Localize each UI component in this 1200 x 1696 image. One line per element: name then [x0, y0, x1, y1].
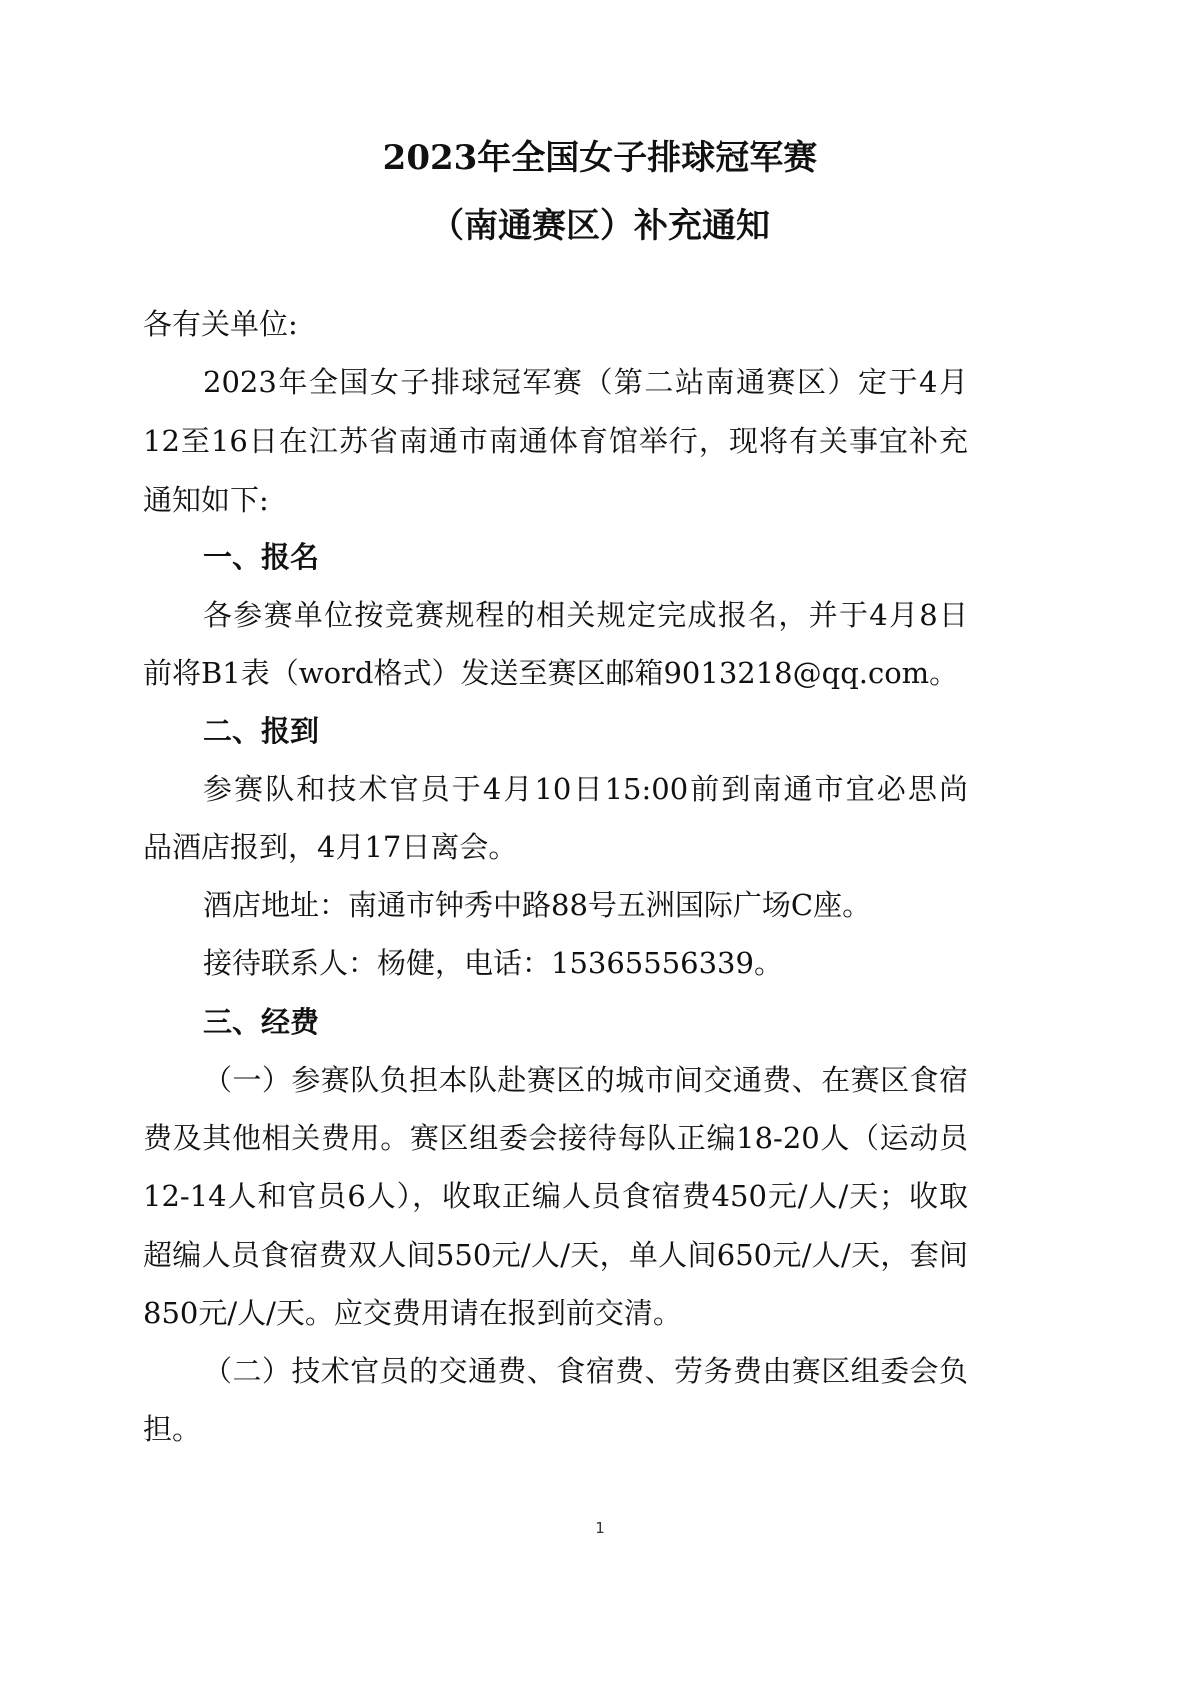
- expenses-item-2-line-2: 担。: [143, 1412, 202, 1446]
- expenses-item-1-line-3: 12-14人和官员6人），收取正编人员食宿费450元/人/天；收取: [143, 1179, 968, 1213]
- expenses-item-1-line-2: 费及其他相关费用。赛区组委会接待每队正编18-20人（运动员: [143, 1121, 968, 1155]
- intro-line-3: 通知如下:: [143, 483, 269, 517]
- document-title-line-2: （南通赛区）补充通知: [430, 206, 770, 246]
- expenses-item-1-line-1: （一）参赛队负担本队赴赛区的城市间交通费、在赛区食宿: [203, 1063, 968, 1097]
- document-title-line-1: 2023年全国女子排球冠军赛: [382, 138, 818, 178]
- check-in-line-2: 品酒店报到，4月17日离会。: [143, 830, 518, 864]
- hotel-address: 酒店地址：南通市钟秀中路88号五洲国际广场C座。: [203, 888, 872, 922]
- expenses-item-1-line-4: 超编人员食宿费双人间550元/人/天，单人间650元/人/天，套间: [143, 1238, 968, 1272]
- reception-contact: 接待联系人：杨健，电话：15365556339。: [203, 946, 783, 980]
- registration-line-1: 各参赛单位按竞赛规程的相关规定完成报名，并于4月8日: [203, 598, 968, 632]
- section-heading-registration: 一、报名: [203, 540, 320, 574]
- expenses-item-2-line-1: （二）技术官员的交通费、食宿费、劳务费由赛区组委会负: [203, 1354, 968, 1388]
- salutation: 各有关单位:: [143, 307, 298, 341]
- registration-line-2: 前将B1表（word格式）发送至赛区邮箱9013218@qq.com。: [143, 656, 959, 690]
- expenses-item-1-line-5: 850元/人/天。应交费用请在报到前交清。: [143, 1296, 682, 1330]
- check-in-line-1: 参赛队和技术官员于4月10日15:00前到南通市宜必思尚: [203, 772, 968, 806]
- intro-line-2: 12至16日在江苏省南通市南通体育馆举行，现将有关事宜补充: [143, 424, 968, 458]
- page-number: 1: [595, 1519, 605, 1537]
- section-heading-expenses: 三、经费: [203, 1005, 320, 1039]
- section-heading-check-in: 二、报到: [203, 714, 320, 748]
- intro-line-1: 2023年全国女子排球冠军赛（第二站南通赛区）定于4月: [203, 365, 968, 399]
